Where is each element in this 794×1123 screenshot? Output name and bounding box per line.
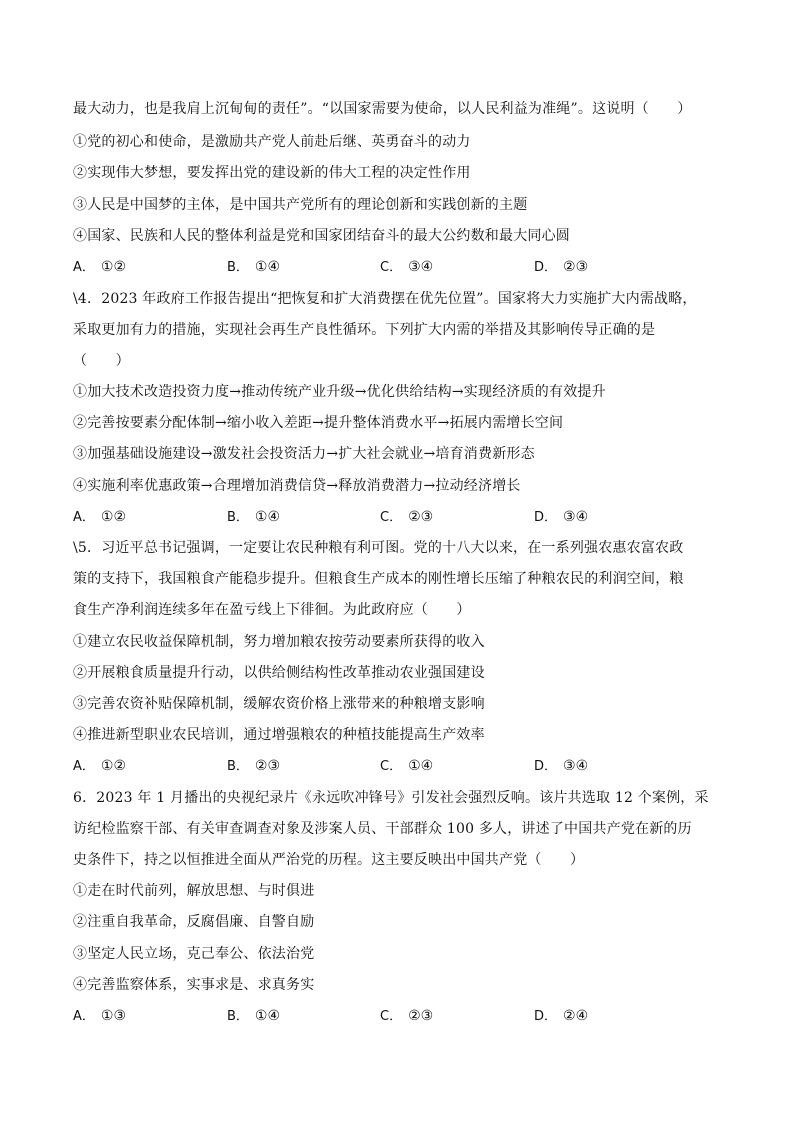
- q5-statement-2: ②开展粮食质量提升行动，以供给侧结构性改革推动农业强国建设: [73, 665, 485, 681]
- q3-options: [73, 258, 733, 276]
- q6-option-b[interactable]: B． ①④: [227, 1008, 281, 1024]
- q4-statement-3: ③加强基础设施建设→激发社会投资活力→扩大社会就业→培育消费新形态: [73, 446, 535, 462]
- q5-statement-1: ①建立农民收益保障机制，努力增加粮农按劳动要素所获得的收入: [73, 634, 485, 650]
- q4-options: [73, 508, 733, 526]
- q6-stem-line-1: 6．2023 年 1 月播出的央视纪录片《永远吹冲锋号》引发社会强烈反响。该片共选取 12 个案例，采: [73, 790, 709, 806]
- q6-stem-line-3: 史条件下，持之以恒推进全面从严治党的历程。这主要反映出中国共产党（ ）: [73, 852, 585, 868]
- q3-statement-1: ①党的初心和使命，是激励共产党人前赴后继、英勇奋斗的动力: [73, 134, 471, 150]
- q5-option-a[interactable]: A． ①②: [73, 758, 127, 774]
- q5-statement-3: ③完善农资补贴保障机制，缓解农资价格上涨带来的种粮增支影响: [73, 696, 485, 712]
- q3-option-c[interactable]: C． ③④: [380, 259, 434, 275]
- q6-statement-1: ①走在时代前列，解放思想、与时俱进: [73, 883, 315, 899]
- q5-options: [73, 757, 733, 775]
- q3-option-d[interactable]: D． ②③: [534, 259, 589, 275]
- q5-stem-line-3: 食生产净利润连续多年在盈亏线上下徘徊。为此政府应（ ）: [73, 602, 471, 618]
- q3-statement-2: ②实现伟大梦想，要发挥出党的建设新的伟大工程的决定性作用: [73, 165, 471, 181]
- q5-stem-line-1: \5．习近平总书记强调，一定要让农民种粮有利可图。党的十八大以来，在一系列强农惠农富农政: [73, 540, 684, 556]
- q5-option-d[interactable]: D． ③④: [534, 758, 589, 774]
- q4-option-c[interactable]: C． ②③: [380, 509, 434, 525]
- q5-statement-4: ④推进新型职业农民培训，通过增强粮农的种植技能提高生产效率: [73, 727, 485, 743]
- q4-stem-line-1: \4．2023 年政府工作报告提出“把恢复和扩大消费摆在优先位置”。国家将大力实施扩大内需战略，: [73, 291, 697, 307]
- q3-statement-3: ③人民是中国梦的主体，是中国共产党所有的理论创新和实践创新的主题: [73, 197, 528, 213]
- q6-option-d[interactable]: D． ②④: [534, 1008, 589, 1024]
- q6-option-c[interactable]: C． ②③: [380, 1008, 434, 1024]
- q6-statement-4: ④完善监察体系，实事求是、求真务实: [73, 977, 315, 993]
- q3-stem: 最大动力，也是我肩上沉甸甸的责任”。“以国家需要为使命，以人民利益为准绳”。这说明（ ）: [73, 101, 692, 117]
- q4-statement-2: ②完善按要素分配体制→缩小收入差距→提升整体消费水平→拓展内需增长空间: [73, 415, 564, 431]
- q5-stem-line-2: 策的支持下，我国粮食产能稳步提升。但粮食生产成本的刚性增长压缩了种粮农民的利润空间，粮: [73, 571, 684, 587]
- q4-option-b[interactable]: B． ①④: [227, 509, 281, 525]
- q6-options: [73, 1007, 733, 1025]
- q5-option-b[interactable]: B． ②③: [227, 758, 281, 774]
- q4-stem-line-3: （ ）: [73, 353, 130, 369]
- q3-option-b[interactable]: B． ①④: [227, 259, 281, 275]
- q4-statement-4: ④实施利率优惠政策→合理增加消费信贷→释放消费潜力→拉动经济增长: [73, 478, 521, 494]
- q4-option-d[interactable]: D． ③④: [534, 509, 589, 525]
- q4-option-a[interactable]: A． ①②: [73, 509, 127, 525]
- q6-statement-3: ③坚定人民立场，克己奉公、依法治党: [73, 946, 315, 962]
- q6-stem-line-2: 访纪检监察干部、有关审查调查对象及涉案人员、干部群众 100 多人，讲述了中国共产党在新的历: [73, 821, 692, 837]
- q3-option-a[interactable]: A． ①②: [73, 259, 127, 275]
- q4-statement-1: ①加大技术改造投资力度→推动传统产业升级→优化供给结构→实现经济质的有效提升: [73, 384, 606, 400]
- q5-option-c[interactable]: C． ①④: [380, 758, 434, 774]
- q6-option-a[interactable]: A． ①③: [73, 1008, 127, 1024]
- q6-statement-2: ②注重自我革命，反腐倡廉、自警自励: [73, 914, 315, 930]
- q4-stem-line-2: 采取更加有力的措施，实现社会再生产良性循环。下列扩大内需的举措及其影响传导正确的是: [73, 322, 656, 338]
- q3-statement-4: ④国家、民族和人民的整体利益是党和国家团结奋斗的最大公约数和最大同心圆: [73, 228, 570, 244]
